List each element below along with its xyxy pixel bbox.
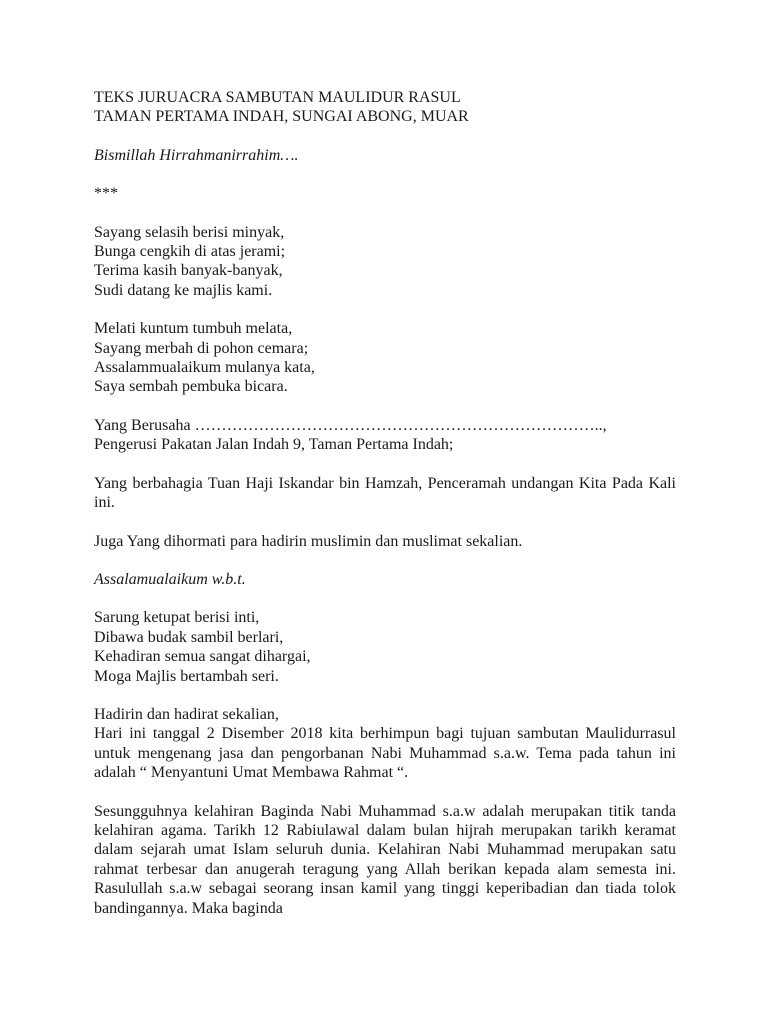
pantun-line: Moga Majlis bertambah seri. [94,667,279,685]
pantun-line: Sudi datang ke majlis kami. [94,281,273,299]
address-audience: Hadirin dan hadirat sekalian, [94,705,279,723]
pantun-line: Assalammualaikum mulanya kata, [94,359,315,377]
paragraph-theme: Hari ini tanggal 2 Disember 2018 kita berhimpun bagi tujuan sambutan Maulidurrasul untuk mengenang jasa dan pengorbanan Nabi Muhammad s.a.w. Tema pada tahun ini adalah “ Menyantuni Umat Membawa Rahmat “. [94,725,676,782]
document-title-line-1: TEKS JURUACRA SAMBUTAN MAULIDUR RASUL [94,89,461,106]
paragraph-birth-of-prophet: Sesungguhnya kelahiran Baginda Nabi Muhammad s.a.w adalah merupakan titik tanda kelahiran agama. Tarikh 12 Rabiulawal dalam bulan hijrah merupakan tarikh keramat dalam sejarah umat Islam seluruh dunia. Kelahiran Nabi Muhammad merupakan satu rahmat terbesar dan anugerah teragung yang Allah berikan kepada alam semesta ini. Rasulullah s.a.w sebagai seorang insan kamil yang tinggi keperibadian dan tiada tolok bandingannya. Maka baginda [94,802,676,917]
pantun-line: Sayang selasih berisi minyak, [94,223,285,241]
greeting-line: Pengerusi Pakatan Jalan Indah 9, Taman Pertama Indah; [94,436,454,454]
opening-basmalah: Bismillah Hirrahmanirrahim…. [94,146,299,164]
pantun-line: Kehadiran semua sangat dihargai, [94,648,311,666]
pantun-line: Sayang merbah di pohon cemara; [94,339,309,357]
greeting-audience: Juga Yang dihormati para hadirin muslimin dan muslimat sekalian. [94,532,523,550]
pantun-line: Terima kasih banyak-banyak, [94,262,283,280]
pantun-line: Dibawa budak sambil berlari, [94,628,284,646]
greeting-speaker: Yang berbahagia Tuan Haji Iskandar bin Hamzah, Penceramah undangan Kita Pada Kali ini. [94,474,676,512]
pantun-3 [94,608,676,686]
salam-greeting: Assalamualaikum w.b.t. [94,570,246,588]
document-page [94,88,676,918]
pantun-line: Saya sembah pembuka bicara. [94,378,288,396]
pantun-line: Sarung ketupat berisi inti, [94,609,260,627]
pantun-1 [94,223,676,301]
greeting-line: Yang Berusaha ………………………………………………………………….., [94,416,607,434]
greeting-chairman [94,416,676,455]
document-title-line-2: TAMAN PERTAMA INDAH, SUNGAI ABONG, MUAR [94,108,469,126]
pantun-line: Bunga cengkih di atas jerami; [94,243,286,261]
section-separator: *** [94,185,118,203]
pantun-2 [94,319,676,397]
pantun-line: Melati kuntum tumbuh melata, [94,320,293,338]
